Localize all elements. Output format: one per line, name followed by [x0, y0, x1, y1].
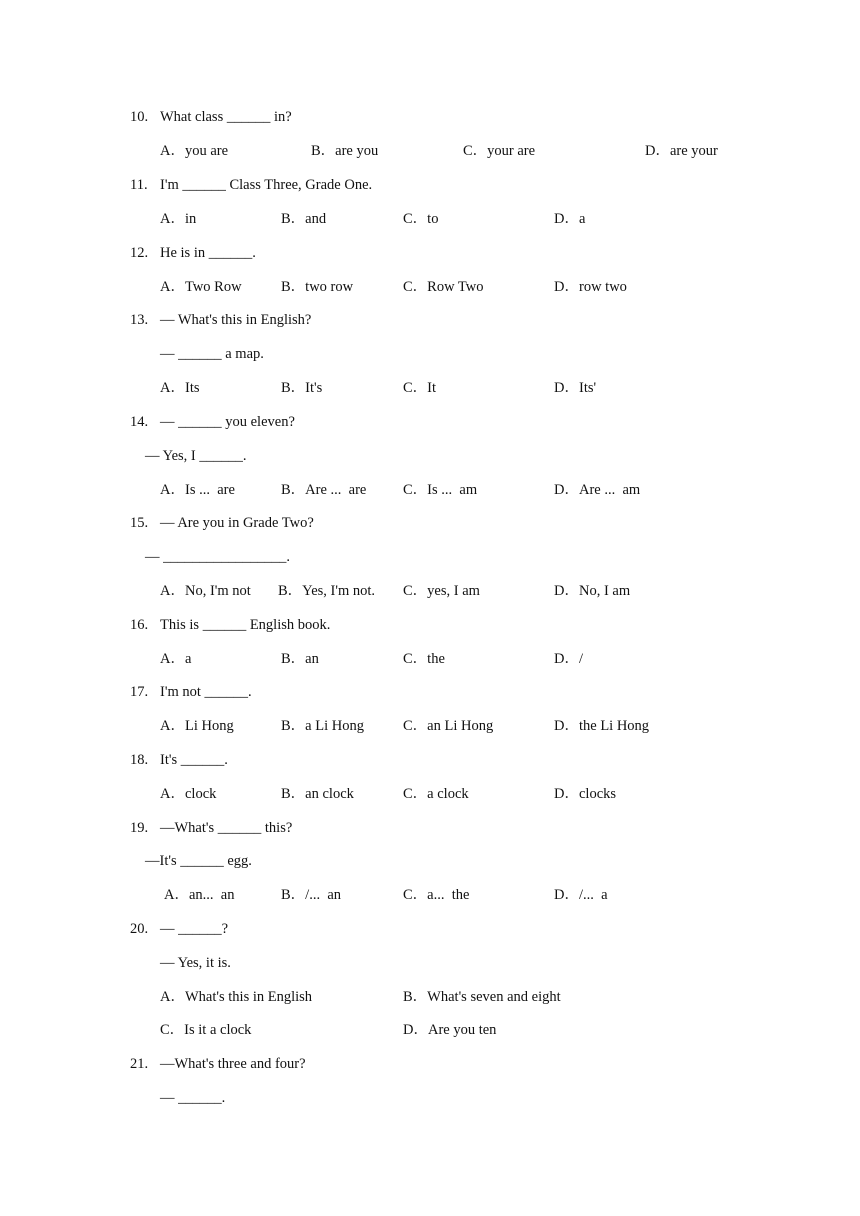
question-stem: —What's ______ this? — [160, 820, 293, 836]
option-text: a... the — [427, 887, 470, 903]
question-stem: I'm not ______. — [160, 684, 252, 700]
question-stem: —What's three and four? — [160, 1056, 306, 1072]
option-letter: D． — [554, 651, 579, 667]
option-letter: C． — [403, 211, 428, 227]
option-b[interactable] — [281, 886, 341, 904]
question-number: 17. — [130, 684, 149, 700]
option-letter: B． — [403, 989, 428, 1005]
question-number: 11. — [130, 177, 148, 193]
option-letter: A． — [160, 583, 185, 599]
option-a[interactable] — [160, 210, 196, 228]
option-text: Its' — [578, 380, 597, 396]
option-text: a Li Hong — [305, 718, 364, 734]
option-letter: A． — [160, 211, 185, 227]
option-d[interactable] — [554, 886, 608, 904]
option-a[interactable] — [160, 650, 191, 668]
option-letter: A． — [160, 786, 185, 802]
option-a[interactable] — [160, 785, 216, 803]
question-stem: — ______? — [160, 921, 229, 937]
option-text: a — [184, 651, 192, 667]
option-a[interactable] — [160, 379, 199, 397]
option-d[interactable] — [645, 142, 718, 160]
option-c[interactable] — [403, 582, 480, 600]
option-d[interactable] — [554, 582, 630, 600]
option-letter: B． — [281, 211, 306, 227]
option-letter: A． — [160, 279, 185, 295]
option-letter: B． — [281, 718, 306, 734]
option-c[interactable] — [403, 210, 438, 228]
option-letter: A． — [160, 380, 185, 396]
option-c[interactable] — [403, 785, 469, 803]
option-text: to — [427, 211, 439, 227]
option-text: Are ... are — [305, 482, 367, 498]
option-letter: C． — [403, 887, 428, 903]
option-text: Its — [184, 380, 200, 396]
option-letter: B． — [281, 651, 306, 667]
option-text: Is ... am — [427, 482, 478, 498]
option-text: clocks — [578, 786, 617, 802]
question-number: 10. — [130, 109, 149, 125]
question-response-line: — Yes, it is. — [160, 955, 231, 971]
option-a[interactable] — [160, 142, 228, 160]
question-number: 21. — [130, 1056, 149, 1072]
option-letter: D． — [554, 380, 579, 396]
option-c[interactable] — [403, 650, 445, 668]
option-text: a clock — [427, 786, 469, 802]
option-c[interactable] — [403, 886, 469, 904]
option-letter: C． — [403, 786, 428, 802]
option-letter: A． — [160, 989, 185, 1005]
option-c[interactable] — [403, 481, 477, 499]
option-text: row two — [578, 279, 627, 295]
option-text: Li Hong — [184, 718, 234, 734]
option-text: an... an — [188, 887, 235, 903]
option-text: What's seven and eight — [427, 989, 561, 1005]
question-number: 15. — [130, 515, 149, 531]
question-response-line: — ______. — [160, 1090, 226, 1106]
option-letter: D． — [554, 211, 579, 227]
option-text: It — [427, 380, 437, 396]
question-number: 13. — [130, 312, 149, 328]
option-text: a — [578, 211, 586, 227]
option-d[interactable] — [403, 1021, 496, 1039]
option-letter: B． — [281, 887, 306, 903]
question-stem: He is in ______. — [160, 245, 256, 261]
option-text: in — [184, 211, 197, 227]
option-d[interactable] — [554, 278, 627, 296]
option-letter: A． — [160, 482, 185, 498]
question-stem: — ______ you eleven? — [160, 414, 295, 430]
option-text: two row — [305, 279, 354, 295]
option-letter: A． — [164, 887, 189, 903]
option-letter: D． — [403, 1022, 428, 1038]
option-text: Are ... am — [578, 482, 641, 498]
option-a[interactable] — [160, 717, 234, 735]
question-number: 20. — [130, 921, 149, 937]
option-b[interactable] — [281, 650, 319, 668]
option-text: / — [578, 651, 584, 667]
option-d[interactable] — [554, 650, 583, 668]
question-stem: What class ______ in? — [160, 109, 292, 125]
option-letter: B． — [311, 143, 336, 159]
option-letter: D． — [554, 583, 579, 599]
option-letter: D． — [554, 718, 579, 734]
option-letter: B． — [281, 279, 306, 295]
option-letter: C． — [403, 583, 428, 599]
option-c[interactable] — [403, 379, 436, 397]
option-letter: B． — [278, 583, 303, 599]
question-number: 16. — [130, 617, 149, 633]
question-stem: — Are you in Grade Two? — [160, 515, 314, 531]
option-d[interactable] — [554, 210, 585, 228]
option-text: Yes, I'm not. — [302, 583, 376, 599]
option-letter: A． — [160, 718, 185, 734]
question-number: 19. — [130, 820, 149, 836]
option-text: No, I'm not — [184, 583, 251, 599]
option-text: yes, I am — [427, 583, 480, 599]
option-b[interactable] — [281, 481, 366, 499]
option-b[interactable] — [281, 210, 326, 228]
option-a[interactable] — [160, 582, 251, 600]
option-d[interactable] — [554, 717, 649, 735]
option-letter: D． — [554, 482, 579, 498]
question-stem: It's ______. — [160, 752, 228, 768]
option-letter: D． — [554, 786, 579, 802]
option-a[interactable] — [160, 481, 235, 499]
option-text: What's this in English — [184, 989, 313, 1005]
option-letter: C． — [403, 380, 428, 396]
option-text: Two Row — [184, 279, 242, 295]
option-b[interactable] — [281, 717, 364, 735]
option-letter: A． — [160, 143, 185, 159]
option-letter: C． — [463, 143, 488, 159]
option-text: your are — [487, 143, 536, 159]
option-letter: B． — [281, 380, 306, 396]
option-d[interactable] — [554, 785, 616, 803]
option-letter: A． — [160, 651, 185, 667]
option-text: you are — [184, 143, 229, 159]
option-text: /... an — [305, 887, 342, 903]
question-number: 12. — [130, 245, 149, 261]
option-text: It's — [305, 380, 323, 396]
option-text: the — [427, 651, 445, 667]
option-text: Row Two — [427, 279, 484, 295]
option-letter: C． — [403, 651, 428, 667]
option-text: are your — [669, 143, 718, 159]
option-a[interactable] — [160, 278, 242, 296]
option-a[interactable] — [164, 886, 234, 904]
option-letter: D． — [645, 143, 670, 159]
option-b[interactable] — [278, 582, 375, 600]
option-letter: C． — [403, 279, 428, 295]
option-text: clock — [184, 786, 217, 802]
option-c[interactable] — [463, 142, 535, 160]
option-d[interactable] — [554, 379, 596, 397]
option-letter: D． — [554, 887, 579, 903]
option-c[interactable] — [403, 278, 484, 296]
option-text: are you — [335, 143, 379, 159]
option-b[interactable] — [281, 379, 322, 397]
option-d[interactable] — [554, 481, 640, 499]
question-stem: I'm ______ Class Three, Grade One. — [160, 177, 373, 193]
option-c[interactable] — [160, 1021, 251, 1039]
option-letter: D． — [554, 279, 579, 295]
question-number: 14. — [130, 414, 149, 430]
option-text: an clock — [305, 786, 354, 802]
option-text: an Li Hong — [427, 718, 494, 734]
option-b[interactable] — [311, 142, 378, 160]
option-text: and — [305, 211, 327, 227]
option-b[interactable] — [281, 785, 354, 803]
question-stem: — What's this in English? — [160, 312, 312, 328]
option-text: /... a — [578, 887, 608, 903]
option-letter: C． — [160, 1022, 185, 1038]
option-text: Is it a clock — [184, 1022, 252, 1038]
question-stem: This is ______ English book. — [160, 617, 331, 633]
option-letter: C． — [403, 718, 428, 734]
option-c[interactable] — [403, 717, 493, 735]
question-response-line: — Yes, I ______. — [145, 448, 247, 464]
option-text: Is ... are — [184, 482, 235, 498]
option-letter: B． — [281, 482, 306, 498]
option-text: No, I am — [578, 583, 631, 599]
option-letter: C． — [403, 482, 428, 498]
option-b[interactable] — [281, 278, 353, 296]
option-text: an — [305, 651, 319, 667]
question-response-line: — ______ a map. — [160, 346, 264, 362]
question-response-line: — _________________. — [145, 549, 290, 565]
option-text: Are you ten — [427, 1022, 497, 1038]
question-number: 18. — [130, 752, 149, 768]
question-response-line: —It's ______ egg. — [145, 853, 252, 869]
option-letter: B． — [281, 786, 306, 802]
option-b[interactable] — [403, 988, 561, 1006]
option-a[interactable] — [160, 988, 312, 1006]
option-text: the Li Hong — [578, 718, 650, 734]
